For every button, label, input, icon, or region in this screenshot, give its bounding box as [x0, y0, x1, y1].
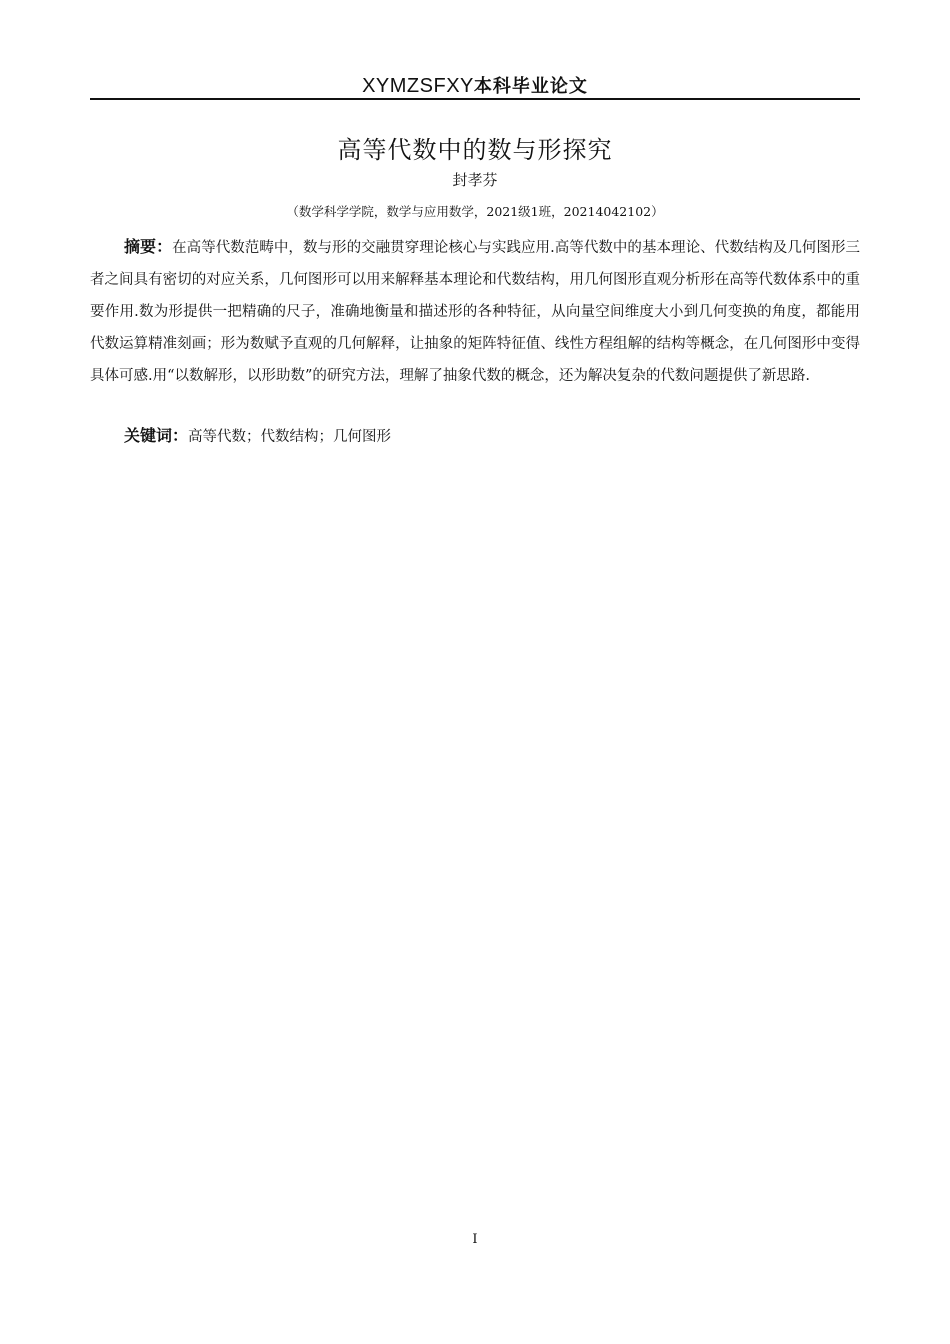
page-number: I	[472, 1232, 478, 1247]
running-header	[90, 72, 860, 98]
abstract-text: 在高等代数范畴中，数与形的交融贯穿理论核心与实践应用.高等代数中的基本理论、代数结构及几何图形三者之间具有密切的对应关系，几何图形可以用来解释基本理论和代数结构，用几何图形直观分析形在高等代数体系中的重要作用.数为形提供一把精确的尺子，准确地衡量和描述形的各种特征，从向量空间维度大小到几何变换的角度，都能用代数运算精准刻画；形为数赋予直观的几何解释，让抽象的矩阵特征值、线性方程组解的结构等概念，在几何图形中变得具体可感.用“以数解形，以形助数”的研究方法，理解了抽象代数的概念，还为解决复杂的代数问题提供了新思路.	[90, 240, 860, 384]
author-affiliation: （数学科学学院，数学与应用数学，2021级1班，20214042102）	[286, 204, 664, 219]
header-code: XYMZSFXY	[362, 75, 474, 97]
paper-title: 高等代数中的数与形探究	[337, 136, 613, 164]
header-rule	[90, 98, 860, 100]
abstract-label: 摘要：	[124, 237, 173, 256]
keywords-line	[90, 420, 860, 453]
keywords-text: 高等代数；代数结构；几何图形	[188, 429, 392, 445]
author-name: 封孝芬	[452, 171, 498, 189]
abstract-paragraph	[90, 231, 860, 392]
header-title: 本科毕业论文	[473, 76, 588, 97]
keywords-label: 关键词：	[124, 426, 189, 445]
